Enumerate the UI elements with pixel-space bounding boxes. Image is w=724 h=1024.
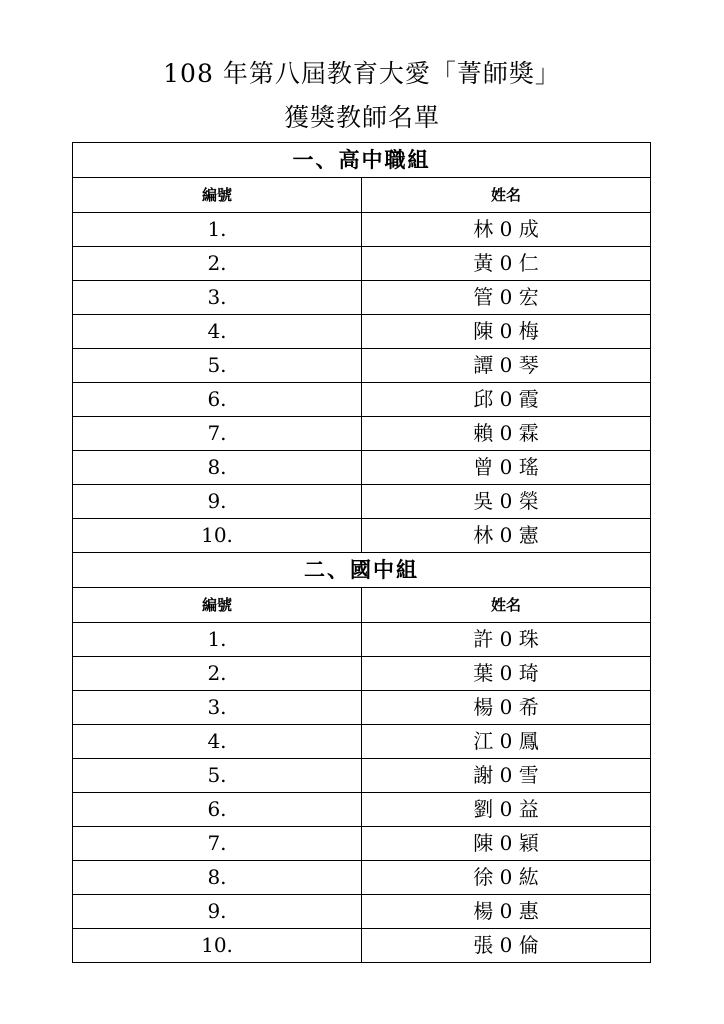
- teacher-name: 楊 0 希: [362, 691, 651, 725]
- row-number: 4.: [73, 315, 362, 349]
- table-row: [73, 417, 651, 451]
- table-row: [73, 793, 651, 827]
- teacher-name: 楊 0 惠: [362, 895, 651, 929]
- column-header-row: [73, 178, 651, 213]
- row-number: 1.: [73, 623, 362, 657]
- row-number: 8.: [73, 451, 362, 485]
- table-row: [73, 485, 651, 519]
- table-row: [73, 315, 651, 349]
- row-number: 9.: [73, 895, 362, 929]
- table-row: [73, 657, 651, 691]
- row-number: 2.: [73, 657, 362, 691]
- teacher-name: 張 0 倫: [362, 929, 651, 963]
- section-heading: 一、高中職組: [73, 143, 651, 178]
- teacher-name: 林 0 憲: [362, 519, 651, 553]
- teacher-name: 劉 0 益: [362, 793, 651, 827]
- table-row: [73, 691, 651, 725]
- row-number: 4.: [73, 725, 362, 759]
- teacher-name: 吳 0 榮: [362, 485, 651, 519]
- teacher-name: 曾 0 瑤: [362, 451, 651, 485]
- document-title: 108 年第八屆教育大愛「菁師獎」: [163, 59, 561, 88]
- teacher-name: 葉 0 琦: [362, 657, 651, 691]
- table-row: [73, 247, 651, 281]
- section-heading: 二、國中組: [73, 553, 651, 588]
- table-row: [73, 349, 651, 383]
- row-number: 1.: [73, 213, 362, 247]
- table-row: [73, 759, 651, 793]
- table-row: [73, 281, 651, 315]
- teacher-name: 管 0 宏: [362, 281, 651, 315]
- teacher-name: 陳 0 穎: [362, 827, 651, 861]
- teacher-name: 陳 0 梅: [362, 315, 651, 349]
- award-roster-table: [72, 142, 651, 963]
- column-header-number: 編號: [73, 588, 362, 623]
- teacher-name: 徐 0 紘: [362, 861, 651, 895]
- table-row: [73, 383, 651, 417]
- row-number: 7.: [73, 417, 362, 451]
- teacher-name: 邱 0 霞: [362, 383, 651, 417]
- row-number: 9.: [73, 485, 362, 519]
- column-header-row: [73, 588, 651, 623]
- section-header-row: [73, 143, 651, 178]
- row-number: 10.: [73, 929, 362, 963]
- row-number: 3.: [73, 691, 362, 725]
- table-row: [73, 213, 651, 247]
- section-header-row: [73, 553, 651, 588]
- table-row: [73, 861, 651, 895]
- column-header-name: 姓名: [362, 178, 651, 213]
- row-number: 2.: [73, 247, 362, 281]
- table-row: [73, 929, 651, 963]
- table-row: [73, 451, 651, 485]
- teacher-name: 賴 0 霖: [362, 417, 651, 451]
- teacher-name: 林 0 成: [362, 213, 651, 247]
- teacher-name: 許 0 珠: [362, 623, 651, 657]
- row-number: 7.: [73, 827, 362, 861]
- row-number: 5.: [73, 349, 362, 383]
- table-row: [73, 623, 651, 657]
- roster-body: [73, 143, 651, 963]
- row-number: 6.: [73, 383, 362, 417]
- column-header-name: 姓名: [362, 588, 651, 623]
- column-header-number: 編號: [73, 178, 362, 213]
- document-subtitle: 獲獎教師名單: [283, 103, 440, 132]
- row-number: 10.: [73, 519, 362, 553]
- row-number: 8.: [73, 861, 362, 895]
- teacher-name: 謝 0 雪: [362, 759, 651, 793]
- table-row: [73, 725, 651, 759]
- table-row: [73, 895, 651, 929]
- teacher-name: 譚 0 琴: [362, 349, 651, 383]
- row-number: 6.: [73, 793, 362, 827]
- teacher-name: 黃 0 仁: [362, 247, 651, 281]
- table-row: [73, 519, 651, 553]
- table-row: [73, 827, 651, 861]
- row-number: 5.: [73, 759, 362, 793]
- teacher-name: 江 0 鳳: [362, 725, 651, 759]
- row-number: 3.: [73, 281, 362, 315]
